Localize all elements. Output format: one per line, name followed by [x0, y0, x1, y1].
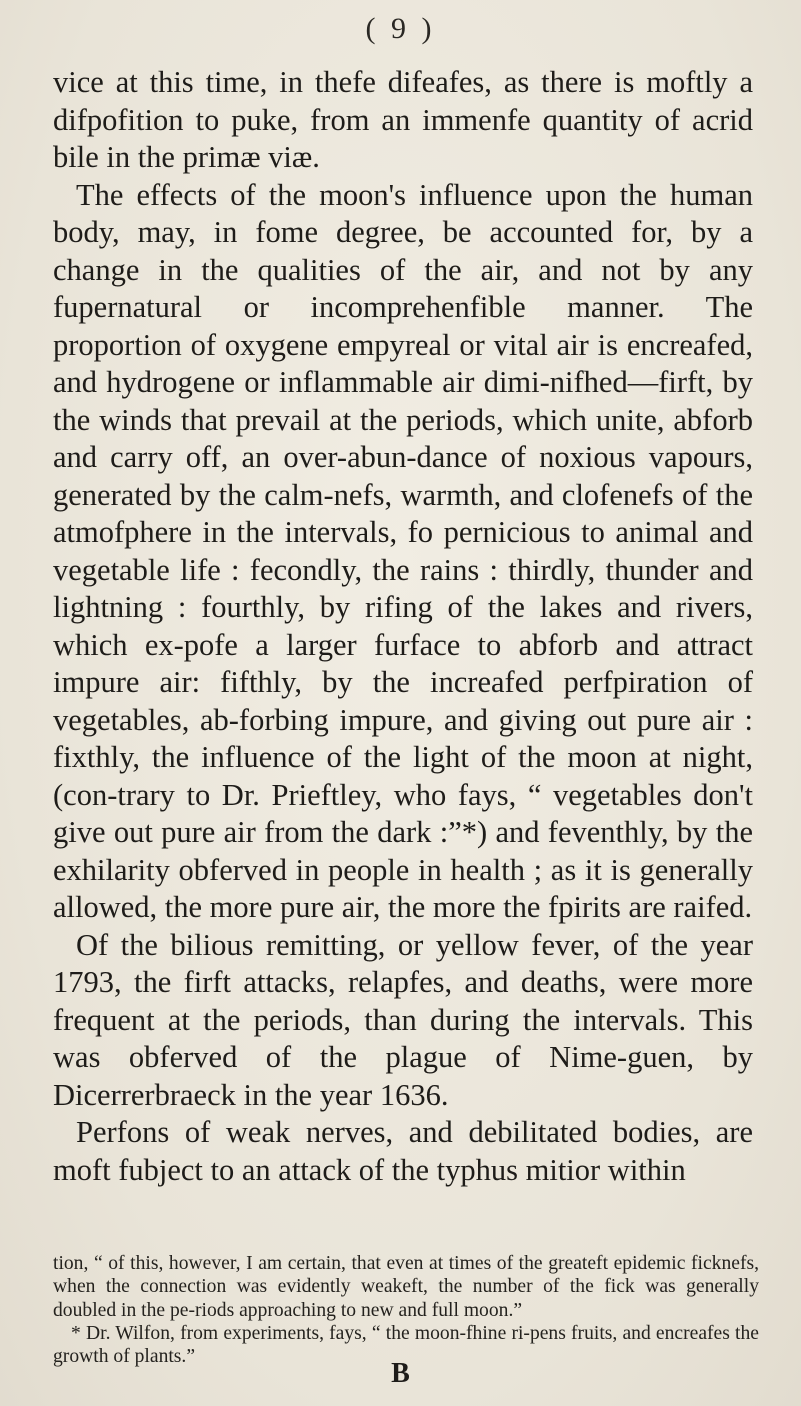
- main-text: [53, 64, 753, 1189]
- paragraph-weak-nerves: Perfons of weak nerves, and debilitated bodies, are moft fubject to an attack of the typhus mitior within: [53, 1115, 753, 1187]
- signature-mark: B: [391, 1358, 410, 1389]
- paragraph-continuation: vice at this time, in thefe difeafes, as there is moftly a difpofition to puke, from an immenfe quantity of acrid bile in the primæ viæ.: [53, 65, 753, 174]
- footnote-continuation: tion, “ of this, however, I am certain, that even at times of the greateft epidemic ficknefs, when the connection was evidently weakeft, the number of the fick was generally doubled in the pe-riods approaching to new and full moon.”: [53, 1253, 759, 1321]
- footnotes: [53, 1252, 759, 1368]
- footnote-wilson: * Dr. Wilfon, from experiments, fays, “ the moon-fhine ri-pens fruits, and encreafes the growth of plants.”: [53, 1322, 759, 1368]
- paragraph-yellow-fever: Of the bilious remitting, or yellow fever, of the year 1793, the firft attacks, relapfes, and deaths, were more frequent at the periods, than during the intervals. This was obferved of the plague of Nime-guen, by Dicerrerbraeck in the year 1636.: [53, 927, 753, 1112]
- paragraph-moon-influence: The effects of the moon's influence upon the human body, may, in fome degree, be accounted for, by a change in the qualities of the air, and not by any fupernatural or incomprehenfible manner. The proportion of oxygene empyreal or vital air is encreafed, and hydrogene or inflammable air dimi-nifhed—firft, by the winds that prevail at the periods, which unite, abforb and carry off, an over-abun-dance of noxious vapours, generated by the calm-nefs, warmth, and clofenefs of the atmofphere in the intervals, fo pernicious to animal and vegetable life : fecondly, the rains : thirdly, thunder and lightning : fourthly, by rifing of the lakes and rivers, which ex-pofe a larger furface to abforb and attract impure air: fifthly, by the increafed perfpiration of vegetables, ab-forbing impure, and giving out pure air : fixthly, the influence of the light of the moon at night, (con-trary to Dr. Prieftley, who fays, “ vegetables don't give out pure air from the dark :”*) and feventhly, by the exhilarity obferved in people in health ; as it is generally allowed, the more pure air, the more the fpirits are raifed.: [53, 177, 753, 924]
- page-number: ( 9 ): [365, 12, 436, 45]
